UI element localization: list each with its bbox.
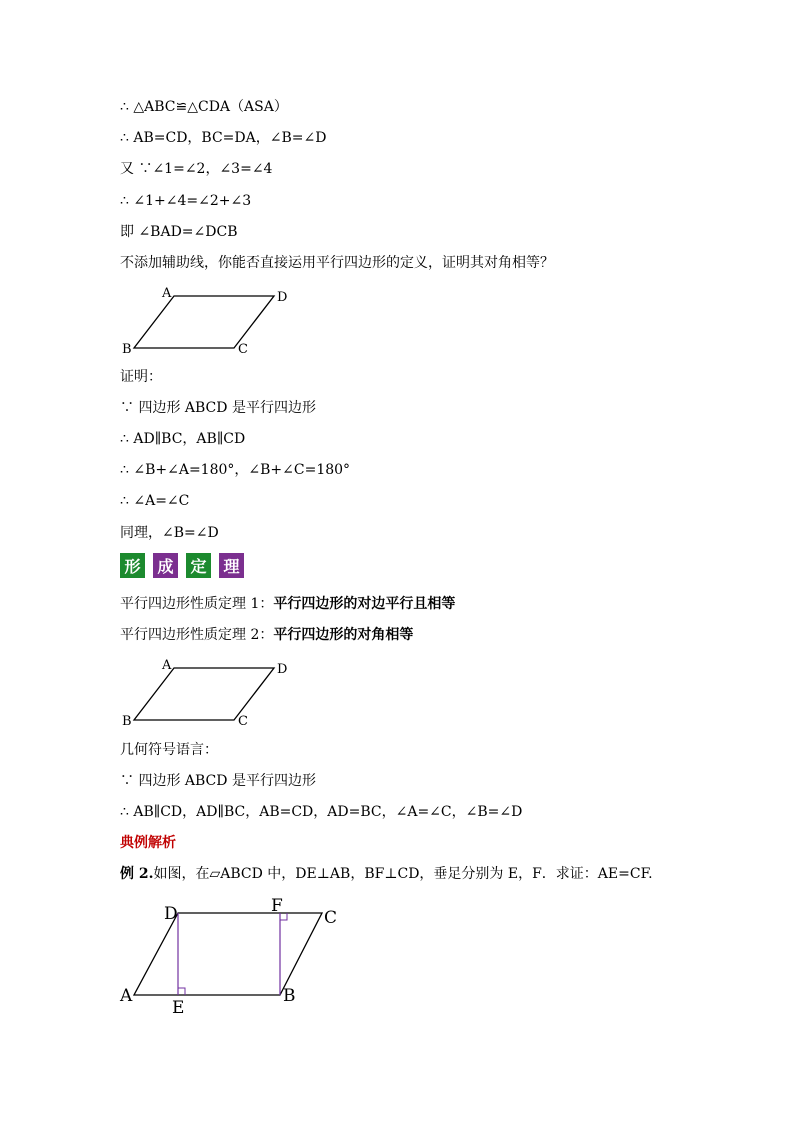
symbolic-line-2: ∴ AB∥CD，AD∥BC，AB=CD，AD=BC，∠A=∠C，∠B=∠D	[120, 804, 523, 820]
fig1-label-A: A	[162, 286, 172, 301]
proof1-line-1: ∴ △ABC≌△CDA（ASA）	[120, 99, 288, 115]
proof2-line-3: ∴ ∠B+∠A=180°，∠B+∠C=180°	[120, 462, 351, 478]
proof2-line-2: ∴ AD∥BC，AB∥CD	[120, 431, 246, 447]
parallelogram-figure-2	[118, 654, 298, 732]
proof1-line-2: ∴ AB=CD，BC=DA，∠B=∠D	[120, 130, 327, 146]
proof1-line-4: ∴ ∠1+∠4=∠2+∠3	[120, 193, 252, 209]
fig3-label-A: A	[120, 986, 133, 1006]
theorem-badge	[120, 553, 244, 578]
badge-char-4: 理	[219, 553, 244, 578]
example-2	[120, 865, 653, 883]
symbolic-line-1: ∵ 四边形 ABCD 是平行四边形	[120, 773, 316, 789]
theorem-1	[120, 595, 455, 613]
theorem-2-prefix: 平行四边形性质定理 2：	[120, 627, 274, 643]
badge-char-3: 定	[186, 553, 211, 578]
proof2-heading: 证明：	[120, 369, 162, 385]
question-text: 不添加辅助线，你能否直接运用平行四边形的定义，证明其对角相等？	[120, 255, 554, 271]
fig1-label-D: D	[277, 290, 288, 305]
fig2-label-D: D	[277, 662, 288, 677]
proof1-line-5: 即 ∠BAD=∠DCB	[120, 224, 238, 240]
example-text: 如图，在▱ABCD 中，DE⊥AB，BF⊥CD，垂足分别为 E，F．求证：AE=CF.	[153, 866, 653, 882]
parallelogram-figure-1	[118, 282, 298, 360]
theorem-1-statement: 平行四边形的对边平行且相等	[273, 596, 456, 612]
fig2-label-A: A	[162, 658, 172, 673]
section-title-examples: 典例解析	[120, 835, 176, 851]
theorem-2	[120, 626, 413, 644]
badge-char-2: 成	[153, 553, 178, 578]
theorem-2-statement: 平行四边形的对角相等	[273, 627, 414, 643]
fig2-label-C: C	[238, 714, 248, 729]
proof2-line-1: ∵ 四边形 ABCD 是平行四边形	[120, 400, 316, 416]
fig1-label-C: C	[238, 342, 248, 357]
example-parallelogram-figure	[118, 895, 348, 1020]
fig3-label-C: C	[324, 908, 338, 928]
fig1-label-B: B	[122, 342, 132, 357]
proof2-line-4: ∴ ∠A=∠C	[120, 493, 190, 509]
fig2-label-B: B	[122, 714, 132, 729]
fig3-label-E: E	[172, 998, 185, 1018]
symbolic-heading: 几何符号语言：	[120, 742, 218, 758]
fig3-label-B: B	[283, 986, 296, 1006]
proof1-line-3: 又 ∵∠1=∠2，∠3=∠4	[120, 161, 273, 177]
fig3-label-F: F	[271, 896, 283, 916]
theorem-1-prefix: 平行四边形性质定理 1：	[120, 596, 274, 612]
proof2-line-5: 同理，∠B=∠D	[120, 525, 219, 541]
example-label: 例 2.	[120, 866, 154, 882]
badge-char-1: 形	[120, 553, 145, 578]
fig3-label-D: D	[164, 904, 178, 924]
right-angle-mark-E	[178, 988, 185, 995]
